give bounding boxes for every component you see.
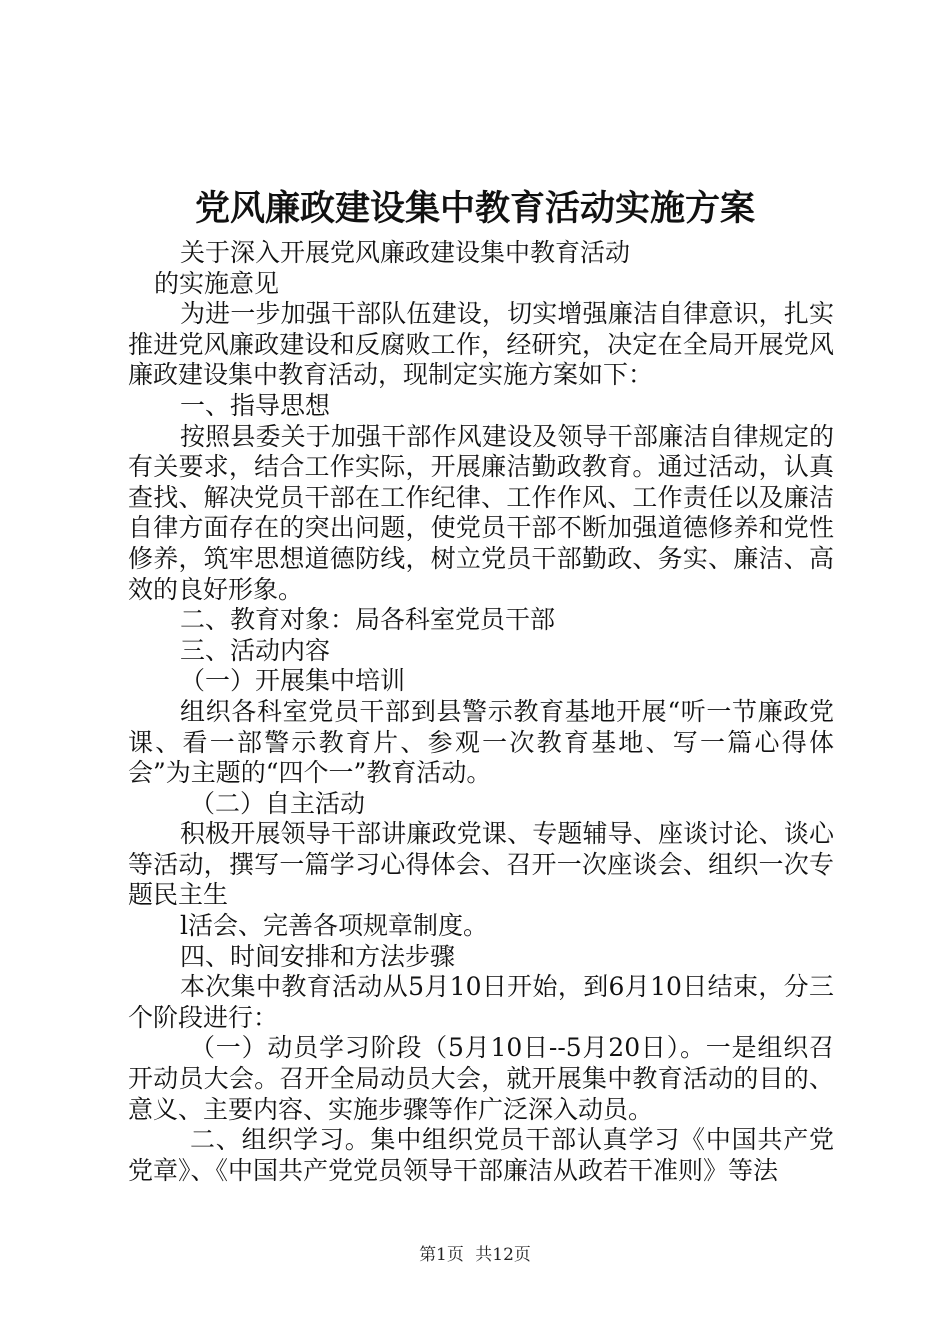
paragraph: 为进一步加强干部队伍建设，切实增强廉洁自律意识，扎实推进党风廉政建设和反腐败工作，经研究，决定在全局开展党风廉政建设集中教育活动，现制定实施方案如下： bbox=[128, 299, 834, 390]
subsection-heading: （二）自主活动 bbox=[190, 788, 366, 818]
paragraph: 二、组织学习。集中组织党员干部认真学习《中国共产党党章》、《中国共产党党员领导干部廉洁从政若干准则》等法 bbox=[128, 1125, 834, 1185]
paragraph: 组织各科室党员干部到县警示教育基地开展“听一节廉政党课、看一部警示教育片、参观一次教育基地、写一篇心得体会”为主题的“四个一”教育活动。 bbox=[128, 696, 834, 788]
document-body bbox=[128, 238, 834, 1186]
paragraph: 的实施意见 bbox=[154, 268, 280, 298]
paragraph: 关于深入开展党风廉政建设集中教育活动 bbox=[180, 238, 631, 267]
section-heading: 二、教育对象：局各科室党员干部 bbox=[180, 605, 556, 635]
paragraph: l活会、完善各项规章制度。 bbox=[180, 911, 488, 941]
section-heading: 三、活动内容 bbox=[180, 635, 331, 665]
paragraph: 本次集中教育活动从5月10日开始，到6月10日结束，分三个阶段进行： bbox=[128, 972, 834, 1032]
page-number-footer: 第1页 共12页 bbox=[419, 1245, 531, 1265]
paragraph: （一）动员学习阶段（5月10日--5月20日）。一是组织召开动员大会。召开全局动员大会，就开展集中教育活动的目的、意义、主要内容、实施步骤等作广泛深入动员。 bbox=[128, 1033, 834, 1124]
paragraph: 积极开展领导干部讲廉政党课、专题辅导、座谈讨论、谈心等活动，撰写一篇学习心得体会、召开一次座谈会、组织一次专题民主生 bbox=[128, 819, 834, 910]
document-title: 党风廉政建设集中教育活动实施方案 bbox=[194, 188, 755, 229]
section-heading: 一、指导思想 bbox=[180, 390, 331, 420]
paragraph: 按照县委关于加强干部作风建设及领导干部廉洁自律规定的有关要求，结合工作实际，开展廉洁勤政教育。通过活动，认真查找、解决党员干部在工作纪律、工作作风、工作责任以及廉洁自律方面存在的突出问题，使党员干部不断加强道德修养和党性修养，筑牢思想道德防线，树立党员干部勤政、务实、廉洁、高效的良好形象。 bbox=[128, 421, 834, 604]
subsection-heading: （一）开展集中培训 bbox=[180, 666, 406, 696]
section-heading: 四、时间安排和方法步骤 bbox=[180, 941, 456, 971]
